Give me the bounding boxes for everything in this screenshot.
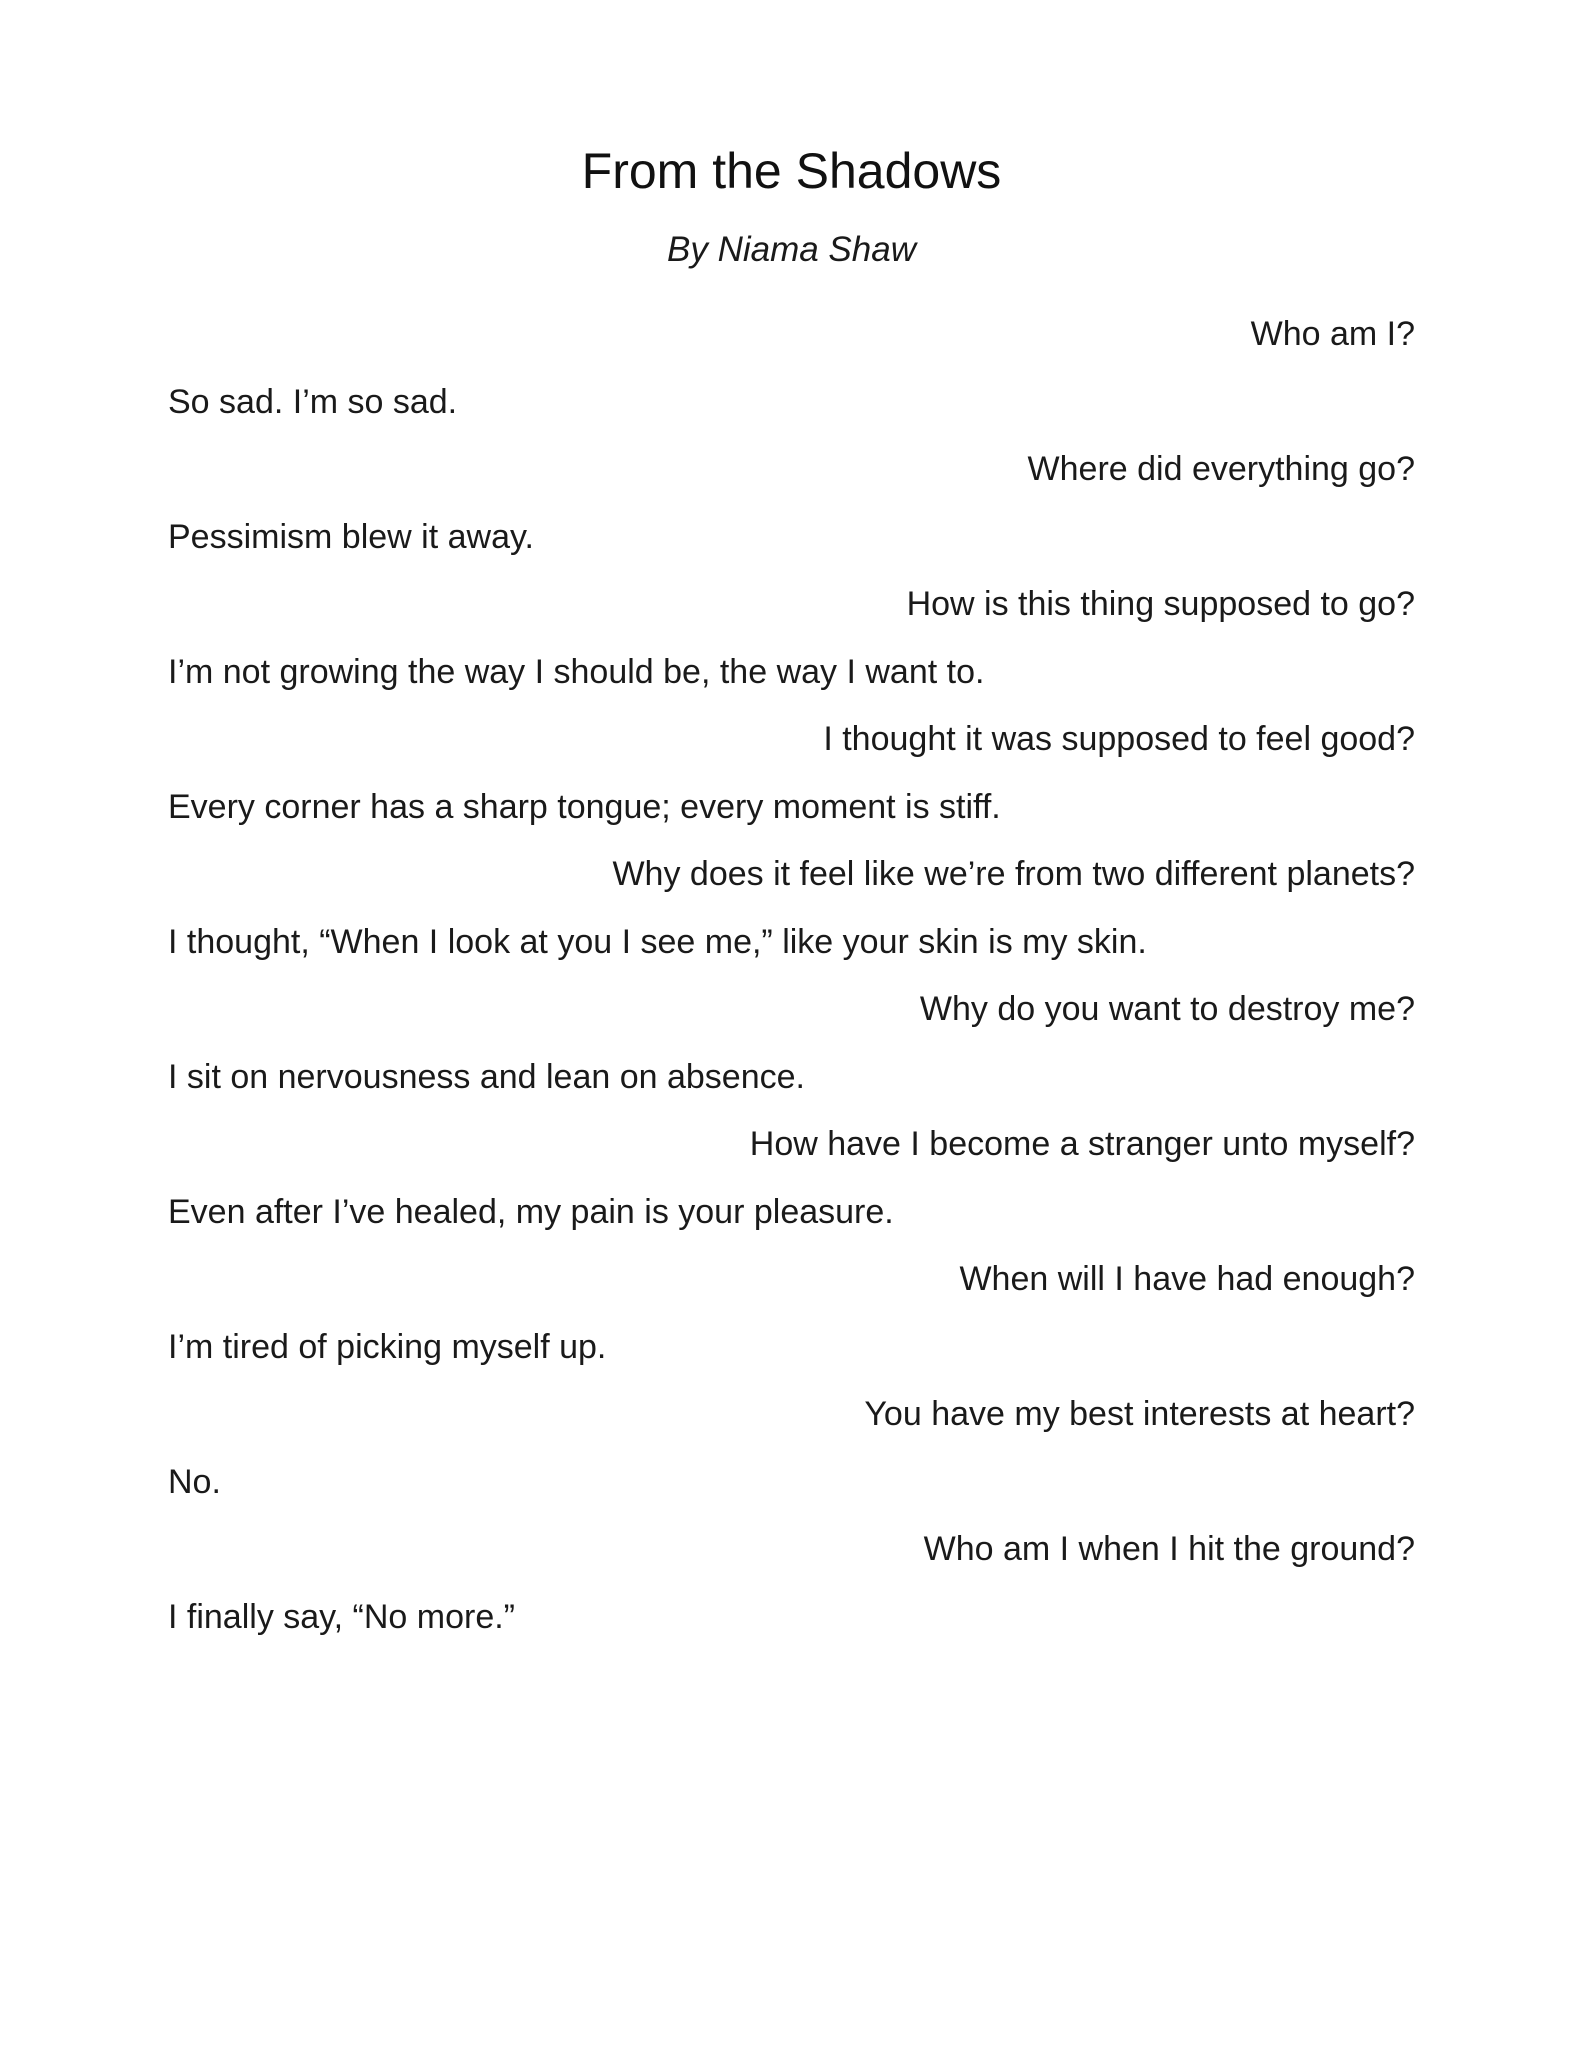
poem-line: How is this thing supposed to go? — [906, 585, 1415, 623]
poem-line: Where did everything go? — [1027, 450, 1415, 488]
poem-line: I sit on nervousness and lean on absence. — [168, 1057, 805, 1096]
poem-line: Who am I? — [1250, 315, 1415, 353]
poem-line: No. — [168, 1462, 221, 1501]
poem-line: So sad. I’m so sad. — [168, 382, 458, 421]
poem-line: Who am I when I hit the ground? — [923, 1530, 1415, 1568]
poem-line: I’m not growing the way I should be, the way I want to. — [168, 652, 985, 691]
poem-line: How have I become a stranger unto myself? — [749, 1125, 1415, 1163]
poem-line: I’m tired of picking myself up. — [168, 1327, 607, 1366]
poem-line: Why do you want to destroy me? — [919, 990, 1415, 1028]
poem-title: From the Shadows — [581, 143, 1002, 199]
poem-line: I thought it was supposed to feel good? — [823, 720, 1415, 758]
poem-byline: By Niama Shaw — [667, 230, 916, 269]
poem-line: Even after I’ve healed, my pain is your pleasure. — [168, 1192, 894, 1231]
poem-line: You have my best interests at heart? — [864, 1395, 1415, 1433]
poem-line: I finally say, “No more.” — [168, 1597, 516, 1636]
poem-line: Why does it feel like we’re from two different planets? — [612, 855, 1415, 893]
poem-line: When will I have had enough? — [959, 1260, 1415, 1298]
poem-body — [168, 310, 1415, 1660]
poem-line: Every corner has a sharp tongue; every moment is stiff. — [168, 787, 1001, 826]
poem-line: Pessimism blew it away. — [168, 517, 534, 556]
poem-line: I thought, “When I look at you I see me,” like your skin is my skin. — [168, 922, 1147, 961]
